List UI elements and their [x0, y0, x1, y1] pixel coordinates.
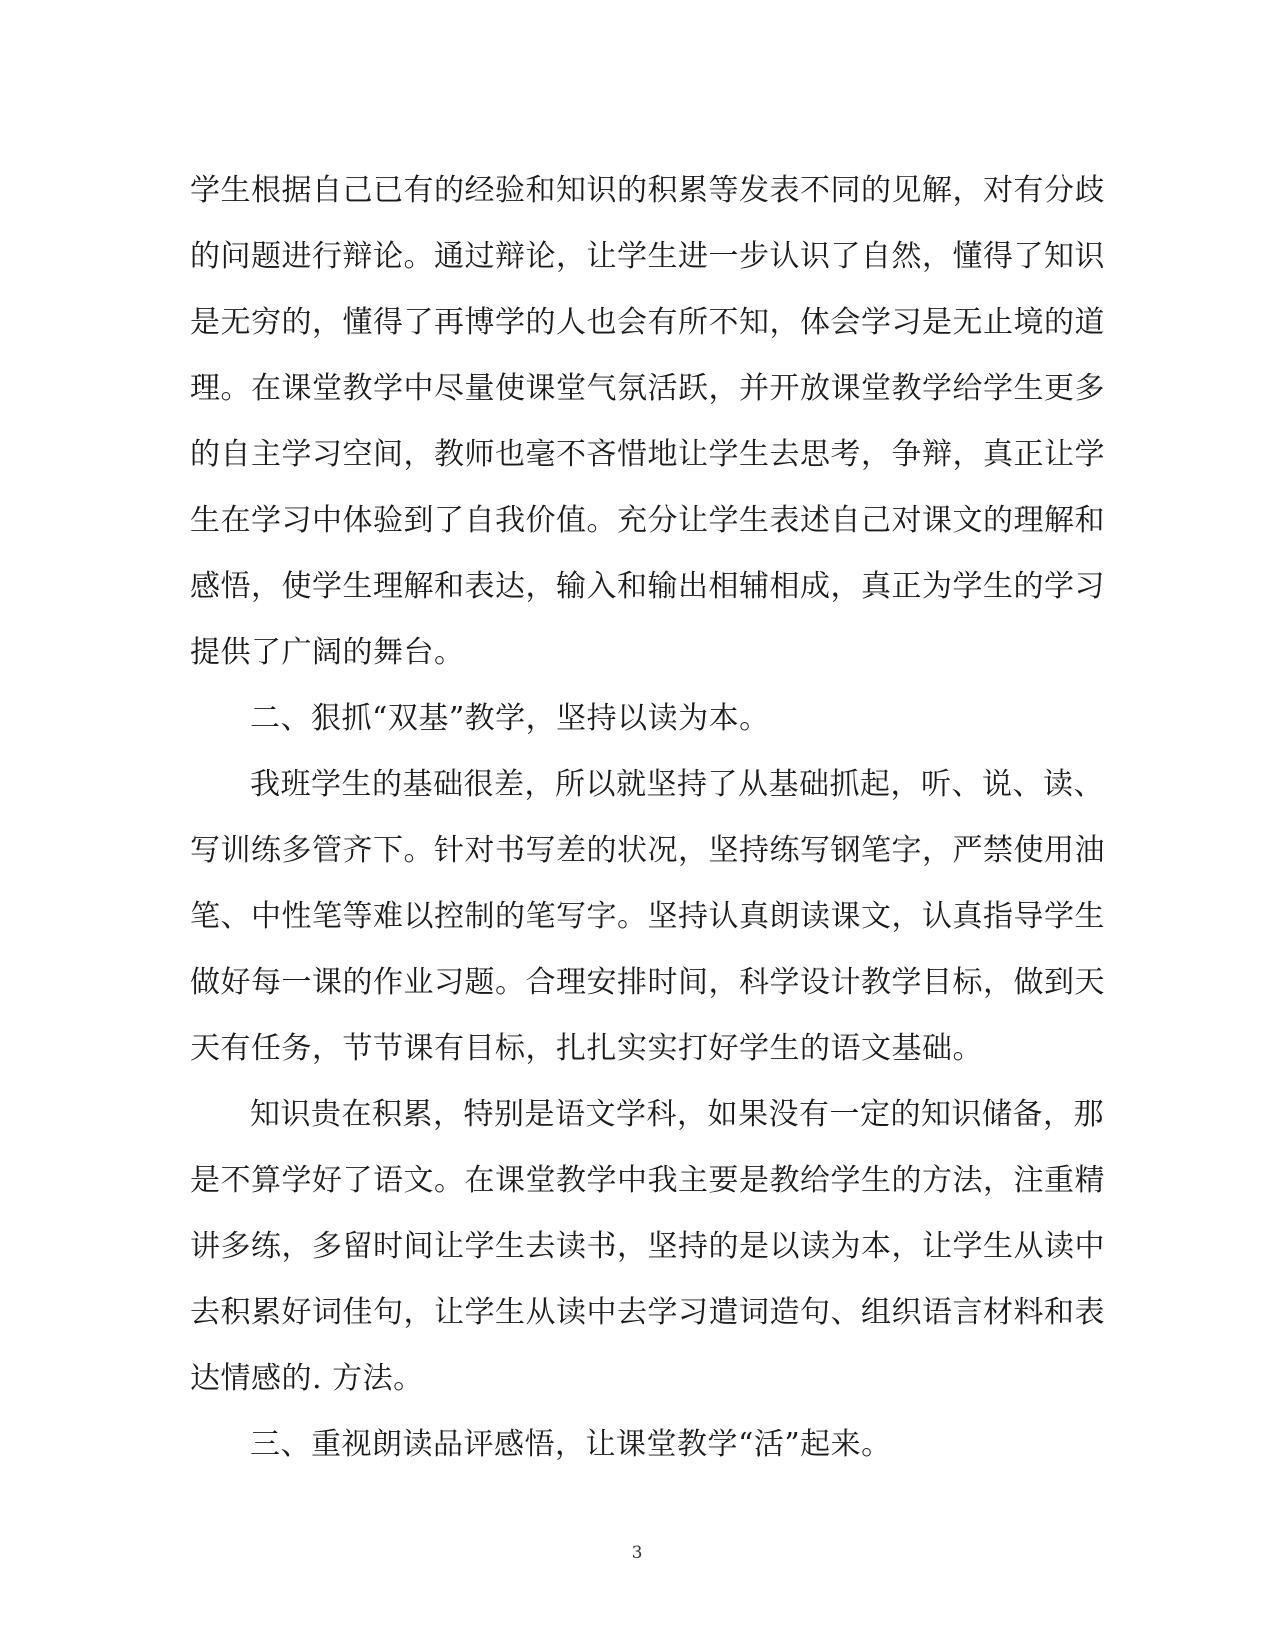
text-line: 去积累好词佳句，让学生从读中去学习遣词造句、组织语言材料和表 [190, 1295, 1105, 1330]
text-line: 知识贵在积累，特别是语文学科，如果没有一定的知识储备，那 [250, 1097, 1104, 1132]
paragraph-accumulation [190, 1082, 1105, 1412]
text-line: 我班学生的基础很差，所以就坚持了从基础抓起，听、说、读、 [250, 767, 1104, 802]
heading-line: 二、狠抓“双基”教学，坚持以读为本。 [250, 701, 770, 736]
text-line: 达情感的. 方法。 [190, 1361, 424, 1396]
paragraph-continuation [190, 158, 1105, 686]
text-line: 是不算学好了语文。在课堂教学中我主要是教给学生的方法，注重精 [190, 1163, 1105, 1198]
text-line: 写训练多管齐下。针对书写差的状况，坚持练写钢笔字，严禁使用油 [190, 833, 1105, 868]
text-line: 的问题进行辩论。通过辩论，让学生进一步认识了自然，懂得了知识 [190, 239, 1105, 274]
text-line: 笔、中性笔等难以控制的笔写字。坚持认真朗读课文，认真指导学生 [190, 899, 1105, 934]
heading-line: 三、重视朗读品评感悟，让课堂教学“活”起来。 [250, 1427, 892, 1462]
text-line: 生在学习中体验到了自我价值。充分让学生表述自己对课文的理解和 [190, 503, 1105, 538]
section-heading-3 [190, 1412, 1070, 1478]
text-line: 感悟，使学生理解和表达，输入和输出相辅相成，真正为学生的学习 [190, 569, 1105, 604]
text-line: 理。在课堂教学中尽量使课堂气氛活跃，并开放课堂教学给学生更多 [190, 371, 1105, 406]
text-line: 提供了广阔的舞台。 [190, 635, 465, 670]
text-line: 讲多练，多留时间让学生去读书，坚持的是以读为本，让学生从读中 [190, 1229, 1105, 1264]
body-text [190, 158, 1105, 1478]
text-line: 是无穷的，懂得了再博学的人也会有所不知，体会学习是无止境的道 [190, 305, 1105, 340]
text-line: 学生根据自己已有的经验和知识的积累等发表不同的见解，对有分歧 [190, 173, 1105, 208]
section-heading-2 [190, 686, 1070, 752]
text-line: 天有任务，节节课有目标，扎扎实实打好学生的语文基础。 [190, 1031, 983, 1066]
page-number: 3 [631, 1543, 643, 1563]
text-line: 做好每一课的作业习题。合理安排时间，科学设计教学目标，做到天 [190, 965, 1105, 1000]
text-line: 的自主学习空间，教师也毫不吝惜地让学生去思考，争辩，真正让学 [190, 437, 1105, 472]
paragraph-basics [190, 752, 1105, 1082]
